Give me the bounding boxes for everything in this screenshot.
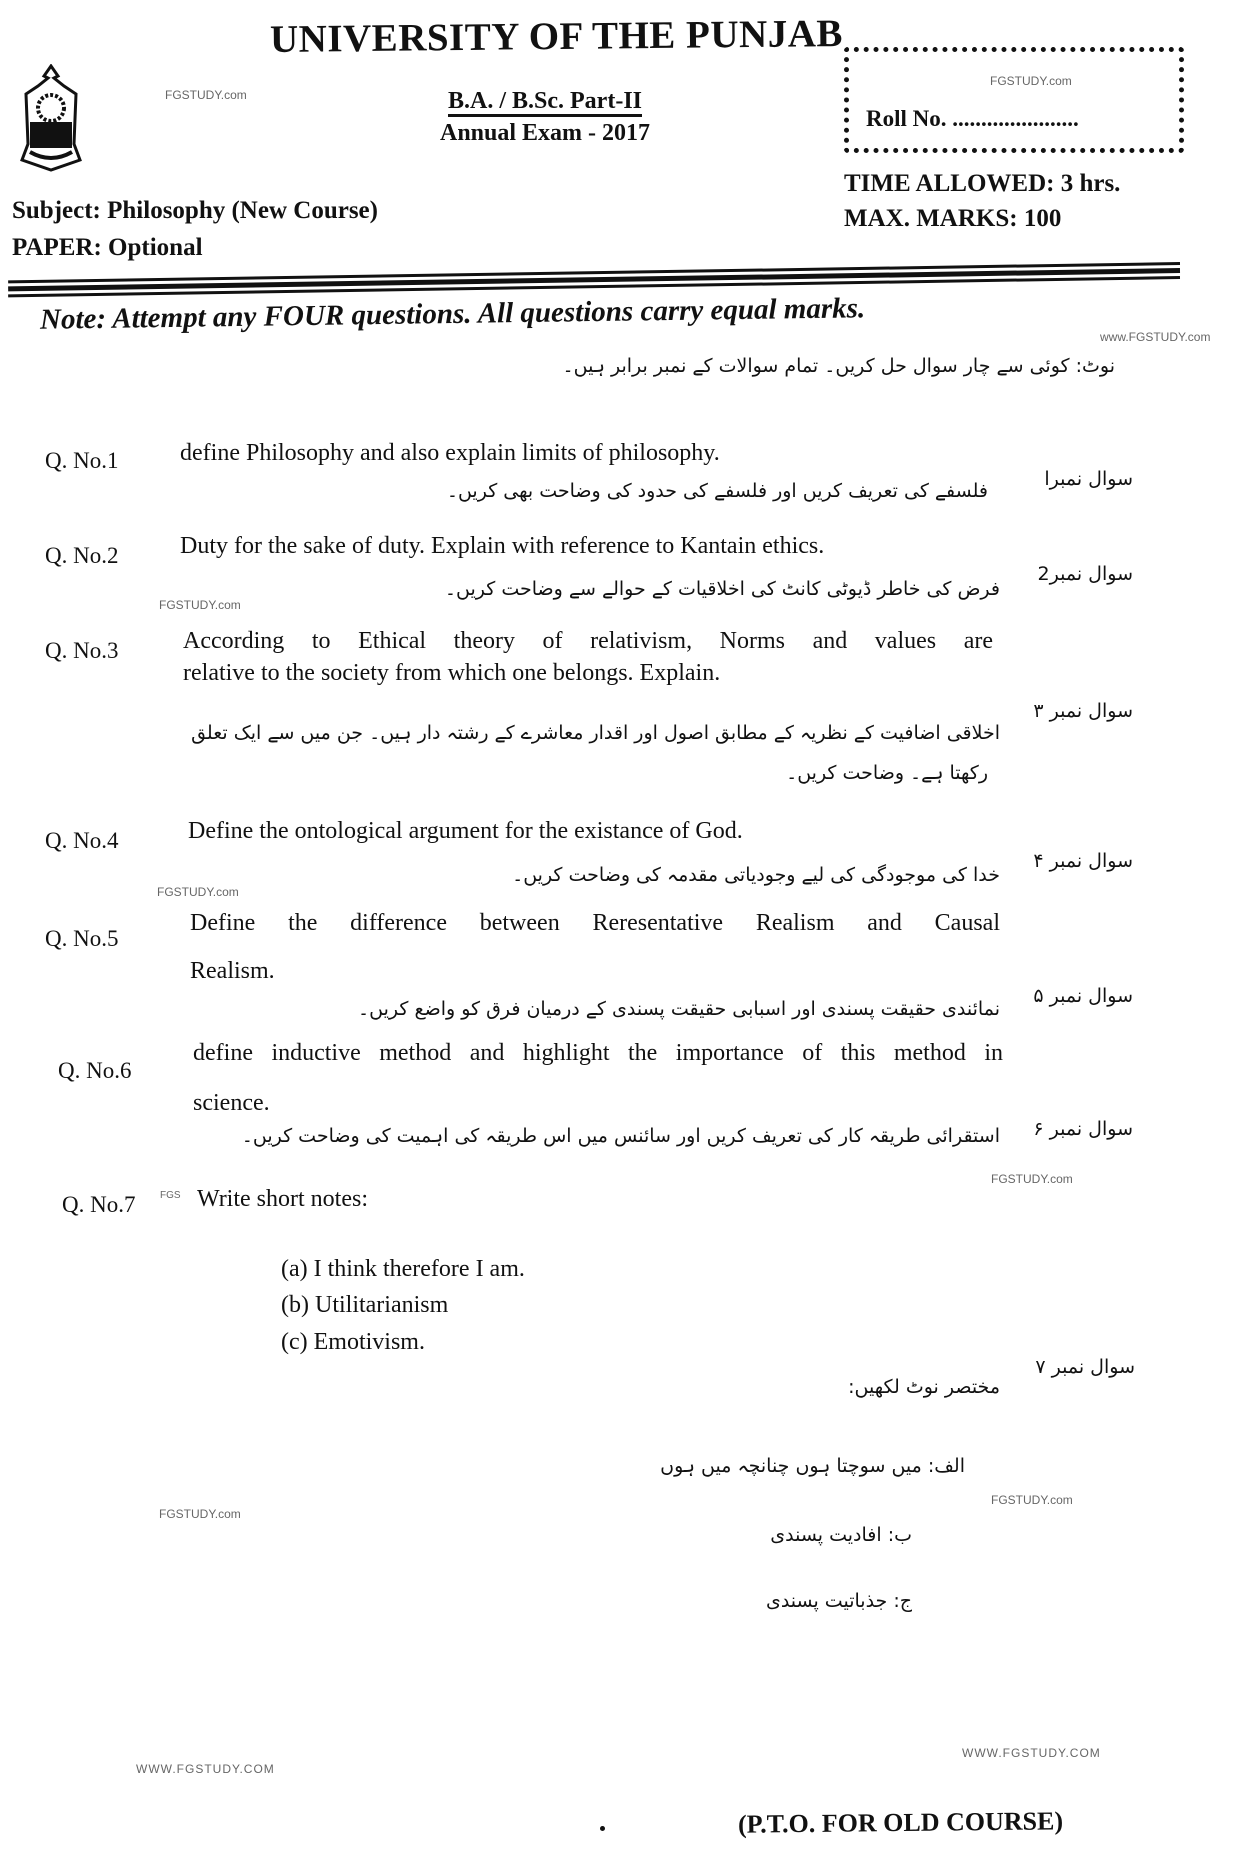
question-urdu-label: سوال نمبر ۵ (1033, 985, 1133, 1007)
question-text: Realism. (190, 958, 275, 984)
question-urdu-text: خدا کی موجودگی کی لیے وجودیاتی مقدمہ کی وضاحت کریں۔ (512, 864, 1000, 886)
roll-no-field[interactable]: Roll No. ...................... (866, 106, 1079, 131)
question-urdu-label: سوال نمبر ۶ (1033, 1118, 1133, 1140)
question-number: Q. No.4 (45, 828, 119, 853)
short-note-urdu: الف: میں سوچتا ہوں چنانچہ میں ہوں (660, 1455, 965, 1477)
question-number: Q. No.2 (45, 543, 119, 568)
question-urdu-text: استقرائی طریقہ کار کی تعریف کریں اور سائنس میں اس طریقہ کی اہمیت کی وضاحت کریں۔ (241, 1125, 1000, 1147)
question-text: relative to the society from which one belongs. Explain. (183, 660, 721, 686)
question-urdu-label: سوال نمبرا (1044, 468, 1133, 490)
watermark: FGSTUDY.com (991, 1493, 1073, 1507)
watermark: FGS (160, 1190, 181, 1201)
note-urdu: نوٹ: کوئی سے چار سوال حل کریں۔ تمام سوالات کے نمبر برابر ہیں۔ (562, 355, 1115, 377)
watermark: FGSTUDY.com (991, 1172, 1073, 1186)
time-allowed: TIME ALLOWED: 3 hrs. (844, 170, 1121, 197)
pto-footer: (P.T.O. FOR OLD COURSE) (737, 1806, 1064, 1839)
question-urdu-text: فرض کی خاطر ڈیوٹی کانٹ کی اخلاقیات کے حوالے سے وضاحت کریں۔ (444, 578, 1000, 600)
question-text: Define the difference between Reresentative Realism and Causal (190, 910, 1000, 936)
university-logo (18, 64, 84, 172)
question-urdu-label: سوال نمبر2 (1037, 563, 1133, 585)
question-text: define Philosophy and also explain limits of philosophy. (180, 440, 720, 466)
program-label: B.A. / B.Sc. Part-II (448, 88, 642, 117)
short-note-item: (a) I think therefore I am. (281, 1256, 525, 1282)
short-note-item: (b) Utilitarianism (281, 1292, 449, 1318)
question-urdu-text: اخلاقی اضافیت کے نظریہ کے مطابق اصول اور اقدار معاشرے کے رشتہ دار ہیں۔ جن میں سے ایک تعلق (191, 722, 1000, 744)
question-text: According to Ethical theory of relativism, Norms and values are (183, 628, 993, 654)
question-number: Q. No.7 (62, 1192, 136, 1217)
short-note-urdu: ج: جذباتیت پسندی (765, 1590, 912, 1612)
question-text: Define the ontological argument for the existance of God. (188, 818, 743, 844)
question-text: define inductive method and highlight the importance of this method in (193, 1040, 1003, 1066)
short-note-item: (c) Emotivism. (281, 1329, 425, 1355)
university-title: UNIVERSITY OF THE PUNJAB (269, 12, 844, 61)
roll-no-box (844, 47, 1184, 153)
question-number: Q. No.1 (45, 448, 119, 473)
exam-label: Annual Exam - 2017 (440, 120, 651, 146)
question-urdu-label: سوال نمبر ۷ (1035, 1356, 1135, 1378)
watermark: WWW.FGSTUDY.COM (962, 1746, 1101, 1760)
question-urdu-text: نمائندی حقیقت پسندی اور اسبابی حقیقت پسندی کے درمیان فرق کو واضع کریں۔ (358, 998, 1000, 1020)
watermark: FGSTUDY.com (157, 885, 239, 899)
question-text: Write short notes: (197, 1186, 368, 1212)
watermark: www.FGSTUDY.com (1100, 330, 1211, 344)
question-number: Q. No.3 (45, 638, 119, 663)
watermark: FGSTUDY.com (990, 74, 1072, 88)
paper-label: PAPER: Optional (12, 234, 203, 261)
question-urdu-text: رکھتا ہے۔ وضاحت کریں۔ (786, 762, 988, 784)
note-english: Note: Attempt any FOUR questions. All questions carry equal marks. (39, 292, 866, 336)
question-number: Q. No.5 (45, 926, 119, 951)
watermark: FGSTUDY.com (159, 1507, 241, 1521)
subject-label: Subject: Philosophy (New Course) (12, 197, 378, 224)
question-text: science. (193, 1090, 270, 1116)
watermark: FGSTUDY.com (159, 598, 241, 612)
question-urdu-text: مختصر نوٹ لکھیں: (848, 1376, 1000, 1398)
question-urdu-label: سوال نمبر ۳ (1033, 700, 1133, 722)
max-marks: MAX. MARKS: 100 (844, 205, 1062, 232)
watermark: WWW.FGSTUDY.COM (136, 1762, 275, 1776)
short-note-urdu: ب: افادیت پسندی (770, 1524, 912, 1546)
question-urdu-label: سوال نمبر ۴ (1033, 850, 1133, 872)
dot-mark (600, 1826, 605, 1831)
question-text: Duty for the sake of duty. Explain with reference to Kantain ethics. (180, 533, 825, 559)
question-urdu-text: فلسفے کی تعریف کریں اور فلسفے کی حدود کی وضاحت بھی کریں۔ (446, 480, 988, 502)
watermark: FGSTUDY.com (165, 88, 247, 102)
question-number: Q. No.6 (58, 1058, 132, 1083)
